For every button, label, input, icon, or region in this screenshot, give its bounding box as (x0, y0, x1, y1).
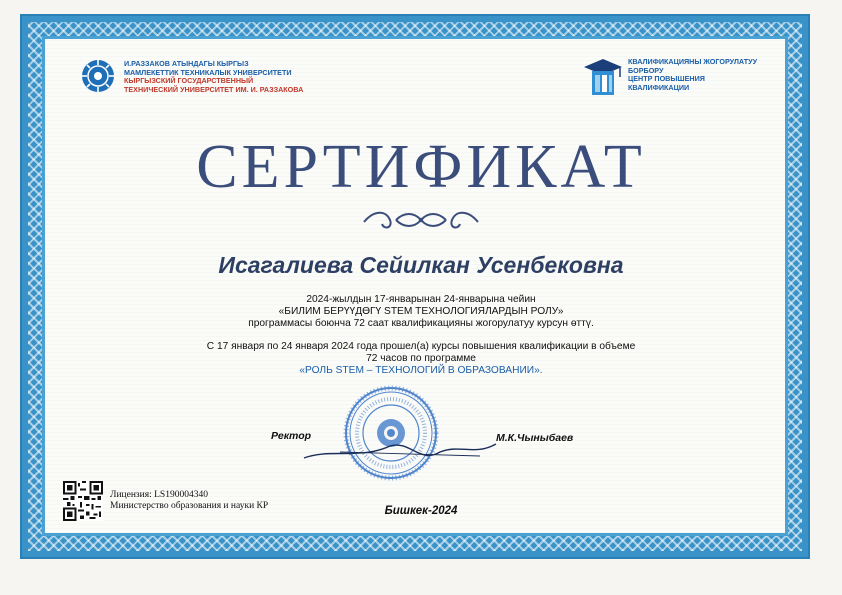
kg-line-3: программасы боюнча 72 саат квалификацияны жогорулатуу курсун өттү. (248, 318, 594, 329)
signatory-title: Ректор (271, 430, 312, 442)
university-line-2: МАМЛЕКЕТТИК ТЕХНИКАЛЫК УНИВЕРСИТЕТИ (124, 67, 292, 77)
kg-line-1: 2024-жылдын 17-январынан 24-январына чейин (306, 294, 536, 305)
university-line-1: И.РАЗЗАКОВ АТЫНДАГЫ КЫРГЫЗ (124, 59, 249, 68)
university-line-3: КЫРГЫЗСКИЙ ГОСУДАРСТВЕННЫЙ (124, 76, 254, 86)
license-number: Лицензия: LS190004340 (110, 490, 208, 500)
center-name (628, 58, 757, 92)
ornament-divider-icon (360, 208, 482, 232)
handwritten-signature (300, 438, 500, 468)
recipient-name: Исагалиева Сейилкан Усенбековна (218, 252, 624, 278)
ru-line-2: 72 часов по программе (366, 353, 476, 364)
center-line-4: КВАЛИФИКАЦИИ (628, 82, 690, 92)
center-line-1: КВАЛИФИКАЦИЯНЫ ЖОГОРУЛАТУУ (628, 57, 758, 66)
kg-line-2: «БИЛИМ БЕРҮҮДӨГҮ STEM ТЕХНОЛОГИЯЛАРДЫН РОЛУ» (278, 306, 564, 317)
university-line-4: ТЕХНИЧЕСКИЙ УНИВЕРСИТЕТ ИМ. И. РАЗЗАКОВА (124, 84, 304, 94)
center-line-2: БОРБОРУ (628, 65, 664, 75)
kyrgyz-description (0, 294, 842, 330)
license-issuer: Министерство образования и науки КР (110, 501, 269, 511)
university-logo-icon (80, 58, 116, 94)
ru-line-1: С 17 января по 24 января 2024 года прошел(а) курсы повышения квалификации в объеме (206, 341, 636, 352)
russian-description (0, 341, 842, 377)
city-year: Бишкек-2024 (384, 505, 458, 517)
university-name (124, 60, 303, 94)
signatory-name: М.К.Чыныбаев (496, 432, 574, 444)
graduation-cap-logo-icon (582, 55, 624, 97)
center-line-3: ЦЕНТР ПОВЫШЕНИЯ (628, 74, 705, 84)
ru-line-3: «РОЛЬ STEM – ТЕХНОЛОГИЙ В ОБРАЗОВАНИИ». (299, 365, 543, 376)
certificate-title: СЕРТИФИКАТ (196, 133, 646, 201)
